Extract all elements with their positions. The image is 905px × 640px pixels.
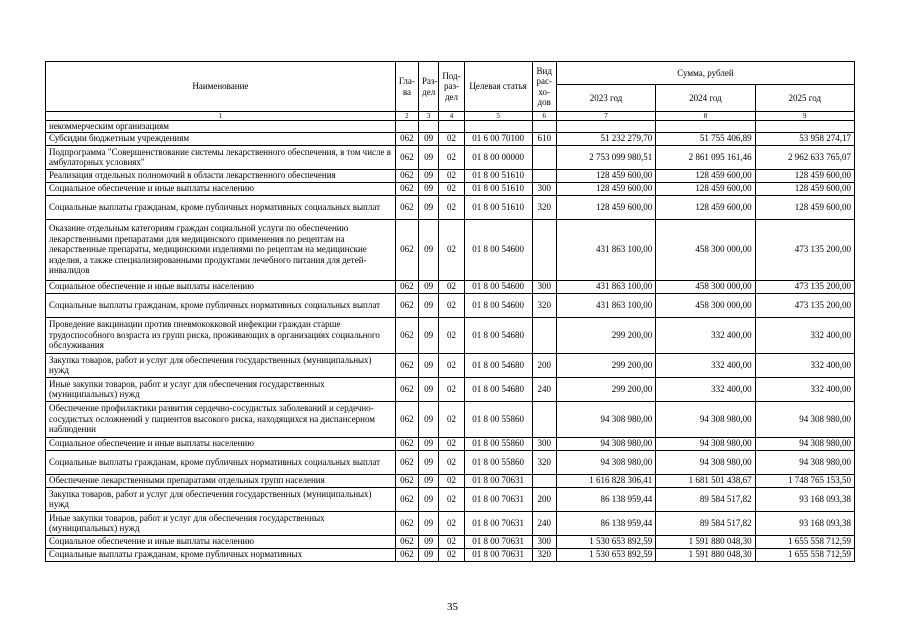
row-razdel: 09 — [419, 450, 439, 474]
col-header-name: Наименование — [46, 62, 396, 112]
row-vid-rashodov — [532, 121, 556, 133]
table-row — [46, 145, 855, 169]
col-header-2025: 2025 год — [755, 85, 854, 112]
row-vid-rashodov: 200 — [532, 353, 556, 377]
row-podrazdel: 02 — [439, 548, 464, 561]
row-vid-rashodov: 610 — [532, 132, 556, 145]
row-sum-2024: 458 300 000,00 — [656, 280, 755, 293]
row-sum-2023: 94 308 980,00 — [556, 437, 655, 450]
row-tselevaya-statya: 01 8 00 55860 — [464, 437, 532, 450]
row-sum-2025: 128 459 600,00 — [755, 195, 854, 219]
row-vid-rashodov: 320 — [532, 450, 556, 474]
row-vid-rashodov — [532, 401, 556, 437]
row-podrazdel: 02 — [439, 182, 464, 195]
row-tselevaya-statya: 01 8 00 51610 — [464, 195, 532, 219]
row-sum-2025: 128 459 600,00 — [755, 169, 854, 182]
row-podrazdel: 02 — [439, 487, 464, 511]
row-name: Закупка товаров, работ и услуг для обеспечения государственных (муниципальных) нужд — [46, 487, 396, 511]
row-sum-2025: 1 655 558 712,59 — [755, 548, 854, 561]
row-razdel: 09 — [419, 535, 439, 548]
row-sum-2023: 94 308 980,00 — [556, 401, 655, 437]
row-sum-2025: 93 168 093,38 — [755, 511, 854, 535]
row-glava: 062 — [395, 487, 418, 511]
row-podrazdel: 02 — [439, 132, 464, 145]
row-sum-2024: 1 681 501 438,67 — [656, 474, 755, 487]
row-glava: 062 — [395, 219, 418, 280]
row-razdel: 09 — [419, 169, 439, 182]
row-sum-2024: 128 459 600,00 — [656, 169, 755, 182]
row-razdel: 09 — [419, 280, 439, 293]
table-row — [46, 195, 855, 219]
row-tselevaya-statya: 01 8 00 70631 — [464, 511, 532, 535]
row-vid-rashodov: 240 — [532, 511, 556, 535]
row-razdel: 09 — [419, 317, 439, 353]
row-tselevaya-statya: 01 6 00 70100 — [464, 132, 532, 145]
table-row — [46, 353, 855, 377]
row-sum-2025: 128 459 600,00 — [755, 182, 854, 195]
table-row — [46, 377, 855, 401]
col-header-summa: Сумма, рублей — [556, 62, 854, 85]
row-name: Социальное обеспечение и иные выплаты населению — [46, 280, 396, 293]
table-row — [46, 437, 855, 450]
row-tselevaya-statya: 01 8 00 70631 — [464, 487, 532, 511]
row-podrazdel: 02 — [439, 535, 464, 548]
row-sum-2024: 51 755 406,89 — [656, 132, 755, 145]
row-sum-2024: 89 584 517,82 — [656, 487, 755, 511]
row-sum-2023: 431 863 100,00 — [556, 293, 655, 317]
column-index-row — [46, 112, 855, 121]
row-sum-2025: 94 308 980,00 — [755, 401, 854, 437]
row-sum-2023: 86 138 959,44 — [556, 487, 655, 511]
table-row — [46, 219, 855, 280]
row-sum-2025: 94 308 980,00 — [755, 450, 854, 474]
col-header-2024: 2024 год — [656, 85, 755, 112]
row-sum-2025: 473 135 200,00 — [755, 219, 854, 280]
row-vid-rashodov — [532, 474, 556, 487]
row-tselevaya-statya: 01 8 00 54600 — [464, 219, 532, 280]
row-sum-2024: 94 308 980,00 — [656, 401, 755, 437]
row-glava: 062 — [395, 437, 418, 450]
row-glava: 062 — [395, 317, 418, 353]
row-podrazdel: 02 — [439, 169, 464, 182]
row-sum-2023: 128 459 600,00 — [556, 195, 655, 219]
column-index: 8 — [656, 112, 755, 121]
row-sum-2025: 332 400,00 — [755, 377, 854, 401]
row-sum-2023: 1 616 828 306,41 — [556, 474, 655, 487]
row-razdel: 09 — [419, 511, 439, 535]
row-vid-rashodov: 300 — [532, 437, 556, 450]
row-sum-2024: 458 300 000,00 — [656, 219, 755, 280]
row-sum-2025: 1 748 765 153,50 — [755, 474, 854, 487]
row-razdel: 09 — [419, 182, 439, 195]
table-body — [46, 121, 855, 562]
row-vid-rashodov: 320 — [532, 548, 556, 561]
table-row — [46, 511, 855, 535]
row-tselevaya-statya: 01 8 00 51610 — [464, 182, 532, 195]
row-sum-2024: 458 300 000,00 — [656, 293, 755, 317]
row-podrazdel: 02 — [439, 293, 464, 317]
row-sum-2025 — [755, 121, 854, 133]
row-sum-2025: 332 400,00 — [755, 353, 854, 377]
row-sum-2025: 473 135 200,00 — [755, 293, 854, 317]
row-razdel: 09 — [419, 219, 439, 280]
row-sum-2023: 299 200,00 — [556, 377, 655, 401]
table-row — [46, 169, 855, 182]
row-glava: 062 — [395, 511, 418, 535]
row-sum-2023: 128 459 600,00 — [556, 182, 655, 195]
row-sum-2025: 332 400,00 — [755, 317, 854, 353]
row-glava: 062 — [395, 450, 418, 474]
row-vid-rashodov: 300 — [532, 280, 556, 293]
table-row — [46, 450, 855, 474]
row-sum-2025: 2 962 633 765,07 — [755, 145, 854, 169]
row-tselevaya-statya: 01 8 00 70631 — [464, 474, 532, 487]
column-index: 2 — [395, 112, 418, 121]
row-razdel: 09 — [419, 487, 439, 511]
row-sum-2024: 1 591 880 048,30 — [656, 548, 755, 561]
row-sum-2024: 1 591 880 048,30 — [656, 535, 755, 548]
row-sum-2023: 299 200,00 — [556, 353, 655, 377]
row-glava: 062 — [395, 401, 418, 437]
table-row — [46, 121, 855, 133]
row-tselevaya-statya: 01 8 00 55860 — [464, 450, 532, 474]
row-podrazdel: 02 — [439, 437, 464, 450]
row-name: Реализация отдельных полномочий в области лекарственного обеспечения — [46, 169, 396, 182]
row-sum-2025: 94 308 980,00 — [755, 437, 854, 450]
col-header-glava: Гла-ва — [395, 62, 418, 112]
row-razdel: 09 — [419, 293, 439, 317]
table-row — [46, 182, 855, 195]
row-glava: 062 — [395, 132, 418, 145]
row-sum-2023: 51 232 279,70 — [556, 132, 655, 145]
row-podrazdel: 02 — [439, 450, 464, 474]
row-tselevaya-statya: 01 8 00 55860 — [464, 401, 532, 437]
row-razdel: 09 — [419, 437, 439, 450]
row-name: Социальные выплаты гражданам, кроме публичных нормативных социальных выплат — [46, 293, 396, 317]
row-sum-2023: 431 863 100,00 — [556, 280, 655, 293]
col-header-2023: 2023 год — [556, 85, 655, 112]
row-sum-2023: 94 308 980,00 — [556, 450, 655, 474]
column-index: 9 — [755, 112, 854, 121]
row-name: Оказание отдельным категориям граждан социальной услуги по обеспечению лекарственными препаратами для медицинского применения по рецептам на лекарственные препараты, медицинскими изделиями по рецептам на медицинские изделия, а также специализированными продуктами лечебного питания для детей-инвалидов — [46, 219, 396, 280]
row-podrazdel: 02 — [439, 145, 464, 169]
row-podrazdel: 02 — [439, 195, 464, 219]
row-tselevaya-statya: 01 8 00 54600 — [464, 293, 532, 317]
row-vid-rashodov — [532, 219, 556, 280]
table-row — [46, 401, 855, 437]
table-row — [46, 487, 855, 511]
row-name: Субсидии бюджетным учреждениям — [46, 132, 396, 145]
column-index: 7 — [556, 112, 655, 121]
row-glava: 062 — [395, 293, 418, 317]
table-row — [46, 535, 855, 548]
row-vid-rashodov: 300 — [532, 535, 556, 548]
row-vid-rashodov — [532, 317, 556, 353]
row-sum-2024: 89 584 517,82 — [656, 511, 755, 535]
row-glava: 062 — [395, 535, 418, 548]
row-glava: 062 — [395, 548, 418, 561]
row-name: Обеспечение профилактики развития сердечно-сосудистых заболеваний и сердечно-сосудистых осложнений у пациентов высокого риска, находящихся на диспансерном наблюдении — [46, 401, 396, 437]
column-index: 1 — [46, 112, 396, 121]
row-name: Иные закупки товаров, работ и услуг для обеспечения государственных (муниципальных) нужд — [46, 511, 396, 535]
row-name: Социальные выплаты гражданам, кроме публичных нормативных социальных выплат — [46, 195, 396, 219]
row-sum-2025: 53 958 274,17 — [755, 132, 854, 145]
row-glava: 062 — [395, 182, 418, 195]
row-name: Закупка товаров, работ и услуг для обеспечения государственных (муниципальных) нужд — [46, 353, 396, 377]
row-vid-rashodov — [532, 145, 556, 169]
row-name: Социальное обеспечение и иные выплаты населению — [46, 535, 396, 548]
row-sum-2023: 431 863 100,00 — [556, 219, 655, 280]
table-row — [46, 132, 855, 145]
row-glava: 062 — [395, 280, 418, 293]
row-glava: 062 — [395, 145, 418, 169]
row-sum-2023: 128 459 600,00 — [556, 169, 655, 182]
row-glava: 062 — [395, 353, 418, 377]
row-name: Социальное обеспечение и иные выплаты населению — [46, 437, 396, 450]
row-sum-2024: 94 308 980,00 — [656, 450, 755, 474]
row-sum-2024 — [656, 121, 755, 133]
row-tselevaya-statya: 01 8 00 51610 — [464, 169, 532, 182]
column-index: 6 — [532, 112, 556, 121]
row-sum-2025: 1 655 558 712,59 — [755, 535, 854, 548]
row-vid-rashodov: 200 — [532, 487, 556, 511]
row-sum-2023: 1 530 653 892,59 — [556, 535, 655, 548]
row-name: Обеспечение лекарственными препаратами отдельных групп населения — [46, 474, 396, 487]
row-glava: 062 — [395, 195, 418, 219]
table-row — [46, 474, 855, 487]
row-podrazdel: 02 — [439, 377, 464, 401]
row-sum-2024: 332 400,00 — [656, 377, 755, 401]
table-row — [46, 293, 855, 317]
row-glava: 062 — [395, 169, 418, 182]
row-sum-2025: 93 168 093,38 — [755, 487, 854, 511]
row-sum-2023: 2 753 099 980,51 — [556, 145, 655, 169]
row-name: Социальные выплаты гражданам, кроме публичных нормативных — [46, 548, 396, 561]
row-razdel: 09 — [419, 132, 439, 145]
table-row — [46, 280, 855, 293]
row-sum-2023 — [556, 121, 655, 133]
row-razdel: 09 — [419, 353, 439, 377]
row-razdel: 09 — [419, 401, 439, 437]
row-vid-rashodov: 320 — [532, 293, 556, 317]
page-number: 35 — [447, 601, 458, 613]
row-sum-2024: 128 459 600,00 — [656, 195, 755, 219]
row-podrazdel — [439, 121, 464, 133]
row-sum-2024: 2 861 095 161,46 — [656, 145, 755, 169]
row-razdel: 09 — [419, 145, 439, 169]
row-razdel: 09 — [419, 548, 439, 561]
row-podrazdel: 02 — [439, 401, 464, 437]
row-podrazdel: 02 — [439, 474, 464, 487]
row-sum-2024: 332 400,00 — [656, 353, 755, 377]
table-row — [46, 548, 855, 561]
row-razdel: 09 — [419, 377, 439, 401]
row-tselevaya-statya: 01 8 00 54680 — [464, 353, 532, 377]
row-podrazdel: 02 — [439, 511, 464, 535]
row-tselevaya-statya: 01 8 00 54680 — [464, 377, 532, 401]
row-name: Социальное обеспечение и иные выплаты населению — [46, 182, 396, 195]
column-index: 4 — [439, 112, 464, 121]
row-vid-rashodov: 300 — [532, 182, 556, 195]
row-podrazdel: 02 — [439, 219, 464, 280]
row-vid-rashodov — [532, 169, 556, 182]
row-name: некоммерческим организациям — [46, 121, 396, 133]
row-sum-2024: 128 459 600,00 — [656, 182, 755, 195]
row-glava: 062 — [395, 474, 418, 487]
col-header-vid-rashodov: Вид рас-хо-дов — [532, 62, 556, 112]
row-razdel — [419, 121, 439, 133]
row-tselevaya-statya: 01 8 00 54680 — [464, 317, 532, 353]
row-name: Социальные выплаты гражданам, кроме публичных нормативных социальных выплат — [46, 450, 396, 474]
row-tselevaya-statya: 01 8 00 54600 — [464, 280, 532, 293]
row-name: Проведение вакцинации против пневмококковой инфекции граждан старше трудоспособного возраста из групп риска, проживающих в организациях социального обслуживания — [46, 317, 396, 353]
col-header-razdel: Раз-дел — [419, 62, 439, 112]
row-tselevaya-statya: 01 8 00 70631 — [464, 535, 532, 548]
col-header-podrazdel: Под-раз-дел — [439, 62, 464, 112]
row-glava — [395, 121, 418, 133]
row-tselevaya-statya: 01 8 00 70631 — [464, 548, 532, 561]
row-vid-rashodov: 320 — [532, 195, 556, 219]
row-glava: 062 — [395, 377, 418, 401]
row-sum-2023: 1 530 653 892,59 — [556, 548, 655, 561]
table-row — [46, 317, 855, 353]
row-name: Подпрограмма "Совершенствование системы лекарственного обеспечения, в том числе в амбулаторных условиях" — [46, 145, 396, 169]
row-tselevaya-statya — [464, 121, 532, 133]
row-name: Иные закупки товаров, работ и услуг для обеспечения государственных (муниципальных) нужд — [46, 377, 396, 401]
col-header-tselevaya-statya: Целевая статья — [464, 62, 532, 112]
row-razdel: 09 — [419, 195, 439, 219]
column-index: 5 — [464, 112, 532, 121]
row-podrazdel: 02 — [439, 317, 464, 353]
row-sum-2023: 86 138 959,44 — [556, 511, 655, 535]
budget-table — [45, 61, 855, 562]
row-razdel: 09 — [419, 474, 439, 487]
row-vid-rashodov: 240 — [532, 377, 556, 401]
row-podrazdel: 02 — [439, 280, 464, 293]
row-tselevaya-statya: 01 8 00 00000 — [464, 145, 532, 169]
row-sum-2023: 299 200,00 — [556, 317, 655, 353]
row-podrazdel: 02 — [439, 353, 464, 377]
row-sum-2025: 473 135 200,00 — [755, 280, 854, 293]
row-sum-2024: 332 400,00 — [656, 317, 755, 353]
row-sum-2024: 94 308 980,00 — [656, 437, 755, 450]
column-index: 3 — [419, 112, 439, 121]
